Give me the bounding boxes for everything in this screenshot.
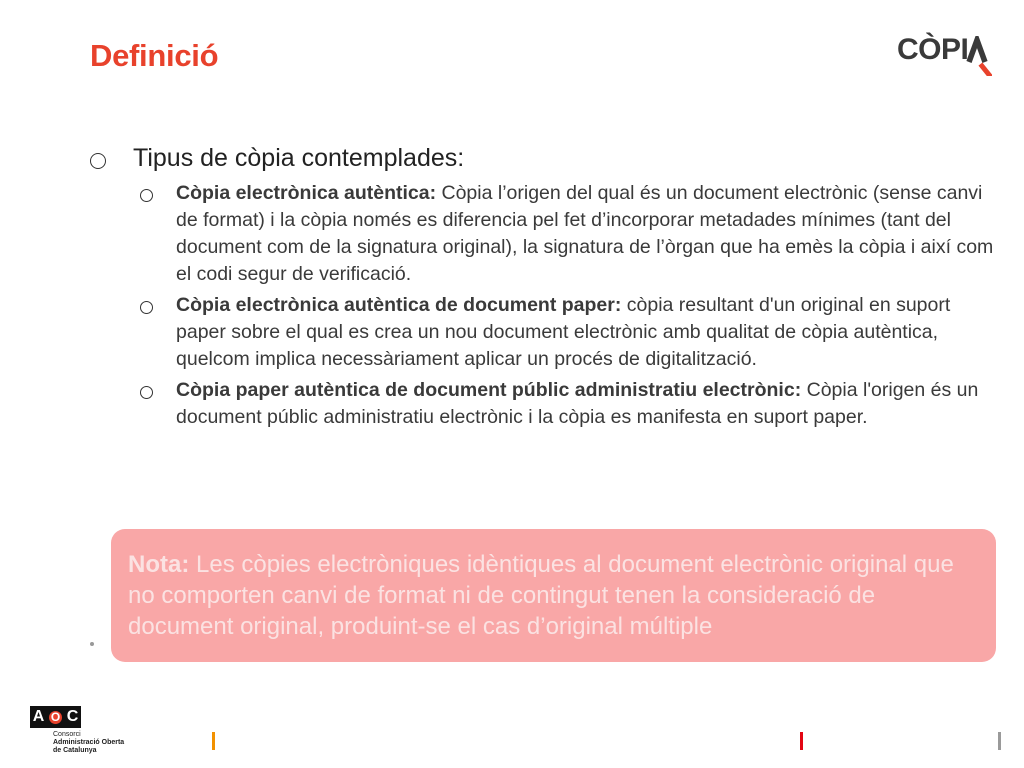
bullet-circle-icon	[140, 301, 153, 314]
aoc-caption-line: de Catalunya	[53, 747, 97, 754]
copia-logo	[897, 34, 992, 76]
brand-text: CÒPI	[897, 33, 969, 66]
list-item-text	[176, 180, 996, 288]
bullet-dot-icon	[90, 642, 94, 646]
list-item-term: Còpia electrònica autèntica de document paper:	[176, 294, 622, 316]
level1-bullet-item	[90, 142, 464, 174]
aoc-caption-line: Consorci	[53, 731, 81, 738]
aoc-letter-o-ring	[47, 706, 64, 728]
list-item-text	[176, 292, 996, 373]
footer-mark-gray	[998, 732, 1001, 750]
list-item	[140, 377, 1000, 431]
note-box	[111, 529, 996, 662]
footer-mark-orange	[212, 732, 215, 750]
bullet-circle-icon	[140, 386, 153, 399]
note-label: Nota:	[128, 551, 190, 578]
bullet-circle-icon	[140, 189, 153, 202]
list-item-description: Còpia l'origen és un document públic administratiu electrònic i la còpia es manifesta en suport paper.	[176, 379, 979, 428]
note-body: Les còpies electròniques idèntiques al document electrònic original que no comporten canvi de format ni de contingut tenen la consideració de document original, produint-se el cas d’original múltiple	[128, 551, 954, 640]
aoc-caption	[53, 731, 124, 755]
aoc-letter-c: C	[64, 706, 81, 728]
aoc-logo	[30, 706, 124, 755]
list-item	[140, 292, 1000, 373]
aoc-letter-o: O	[50, 710, 61, 724]
footer-mark-red	[800, 732, 803, 750]
level1-label: Tipus de còpia contemplades:	[133, 144, 465, 172]
page-title: Definició	[90, 38, 219, 73]
brand-a-icon	[966, 36, 992, 76]
list-item-description: còpia resultant d'un original en suport paper sobre el qual es crea un nou document electrònic amb qualitat de còpia autèntica, quelcom implica necessàriament aplicar un procés de digitalització.	[176, 294, 951, 370]
list-item-text	[176, 377, 996, 431]
aoc-logo-mark	[30, 706, 124, 728]
list-item-description: Còpia l’origen del qual és un document electrònic (sense canvi de format) i la còpia només es diferencia pel fet d’incorporar metadades mínimes (tant del document com de la signatura original), la signatura de l’òrgan que ha emès la còpia i així com el codi segur de verificació.	[176, 182, 994, 285]
list-item-term: Còpia electrònica autèntica:	[176, 182, 437, 204]
copy-types-list	[140, 180, 1000, 435]
bullet-circle-icon	[90, 153, 106, 169]
list-item	[140, 180, 1000, 288]
aoc-letter-a: A	[30, 706, 47, 728]
list-item-term: Còpia paper autèntica de document públic administratiu electrònic:	[176, 379, 802, 401]
note-text	[128, 549, 978, 642]
aoc-caption-line: Administració Oberta	[53, 739, 125, 746]
